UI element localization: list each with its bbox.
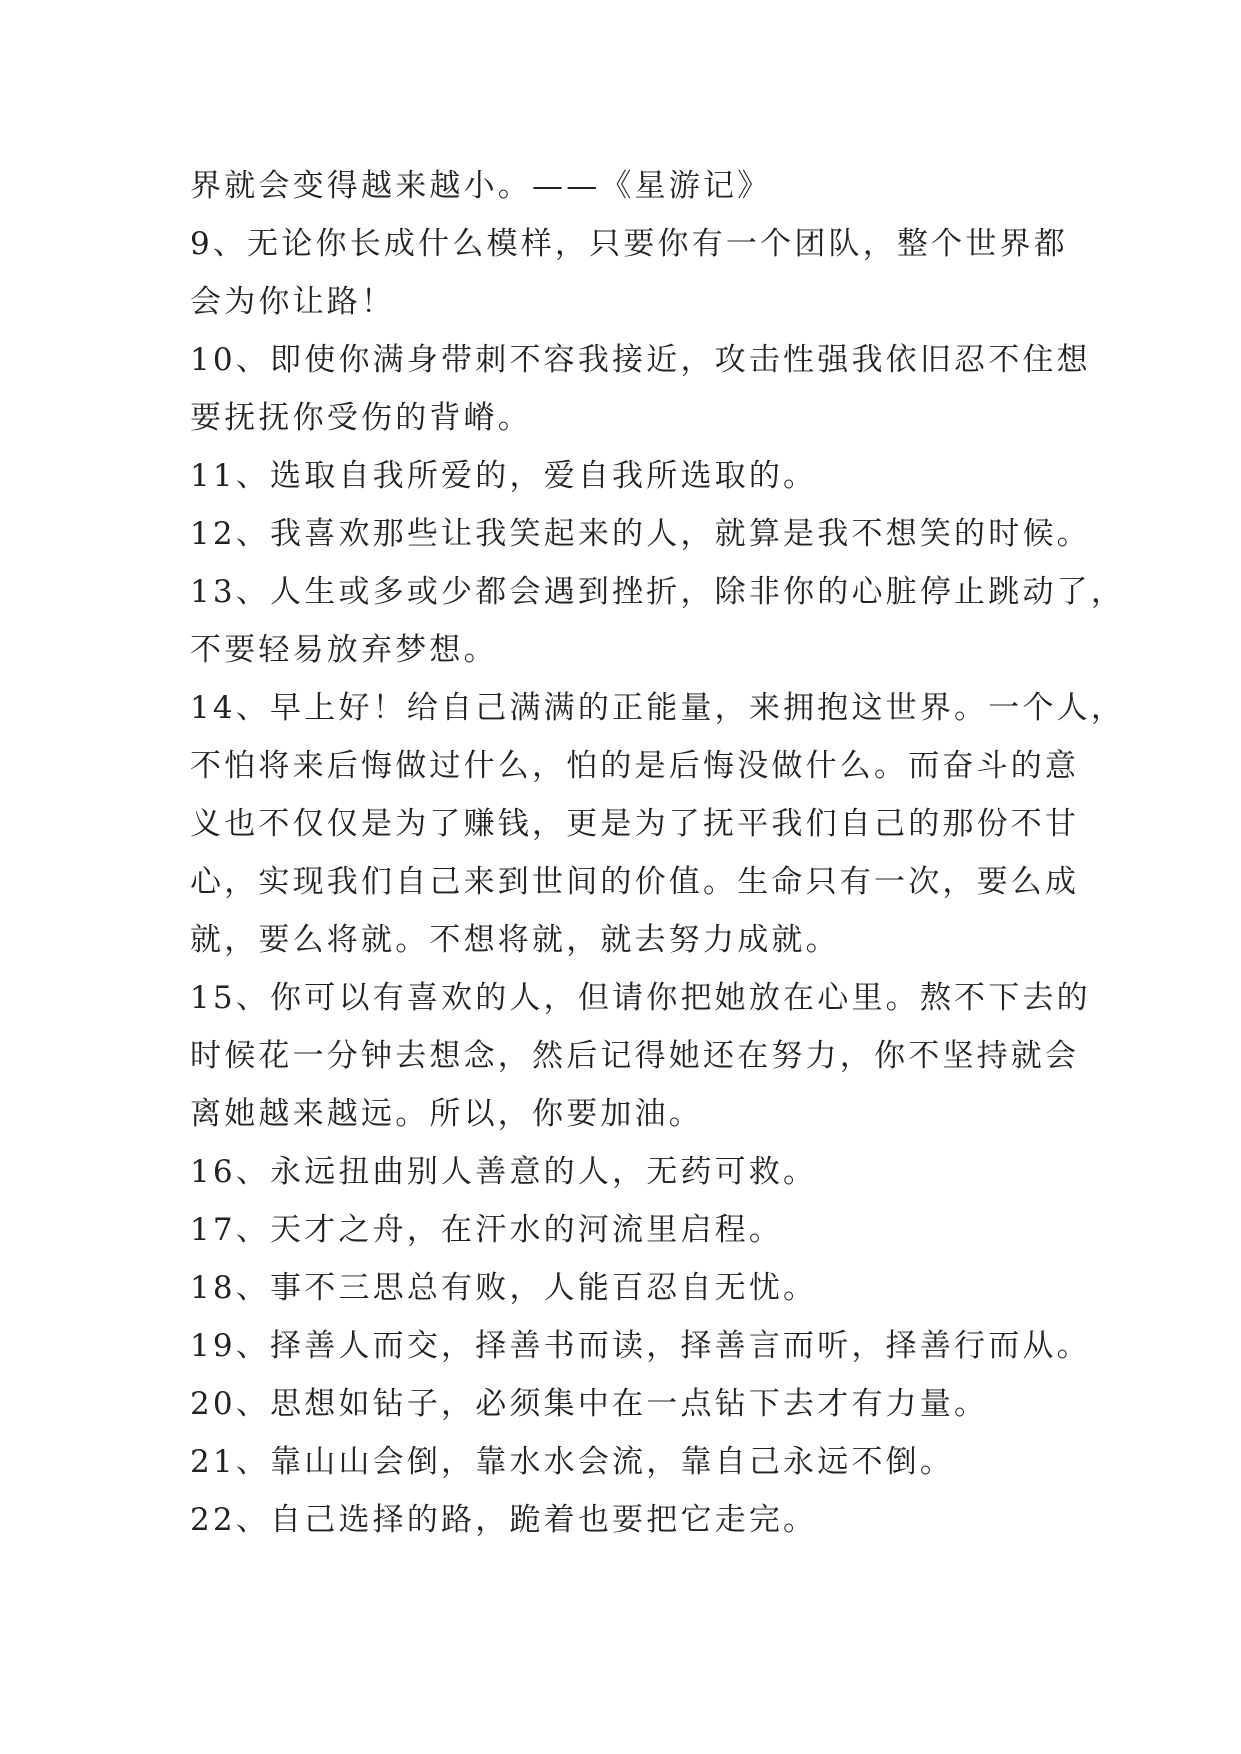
text-line: 离她越来越远。所以，你要加油。 [190,1096,703,1132]
text-line: 22、自己选择的路，跪着也要把它走完。 [190,1502,818,1538]
text-line: 不怕将来后悔做过什么，怕的是后悔没做什么。而奋斗的意 [190,748,1080,784]
document-body [190,157,1126,1549]
text-line: 21、靠山山会倒，靠水水会流，靠自己永远不倒。 [190,1444,955,1480]
text-line: 要抚抚你受伤的背嵴。 [190,400,532,436]
text-line: 19、择善人而交，择善书而读，择善言而听，择善行而从。 [190,1328,1091,1364]
text-line: 18、事不三思总有败，人能百忍自无忧。 [190,1270,818,1306]
text-line: 会为你让路！ [190,284,396,320]
text-line: 15、你可以有喜欢的人，但请你把她放在心里。熬不下去的 [190,980,1091,1016]
text-line: 20、思想如钻子，必须集中在一点钻下去才有力量。 [190,1386,989,1422]
text-line: 12、我喜欢那些让我笑起来的人，就算是我不想笑的时候。 [190,516,1091,552]
text-line: 心，实现我们自己来到世间的价值。生命只有一次，要么成 [190,864,1080,900]
text-line: 时候花一分钟去想念，然后记得她还在努力，你不坚持就会 [190,1038,1080,1074]
text-line: 11、选取自我所爱的，爱自我所选取的。 [190,458,818,494]
text-line: 17、天才之舟，在汗水的河流里启程。 [190,1212,784,1248]
text-line: 14、早上好！给自己满满的正能量，来拥抱这世界。一个人， [190,690,1126,726]
text-line: 13、人生或多或少都会遇到挫折，除非你的心脏停止跳动了， [190,574,1126,610]
text-line: 9、无论你长成什么模样，只要你有一个团队，整个世界都 [190,226,1068,262]
text-line: 界就会变得越来越小。——《星游记》 [190,168,772,204]
text-line: 不要轻易放弃梦想。 [190,632,498,668]
text-line: 就，要么将就。不想将就，就去努力成就。 [190,922,840,958]
text-line: 义也不仅仅是为了赚钱，更是为了抚平我们自己的那份不甘 [190,806,1080,842]
text-line: 16、永远扭曲别人善意的人，无药可救。 [190,1154,818,1190]
text-line: 10、即使你满身带刺不容我接近，攻击性强我依旧忍不住想 [190,342,1091,378]
